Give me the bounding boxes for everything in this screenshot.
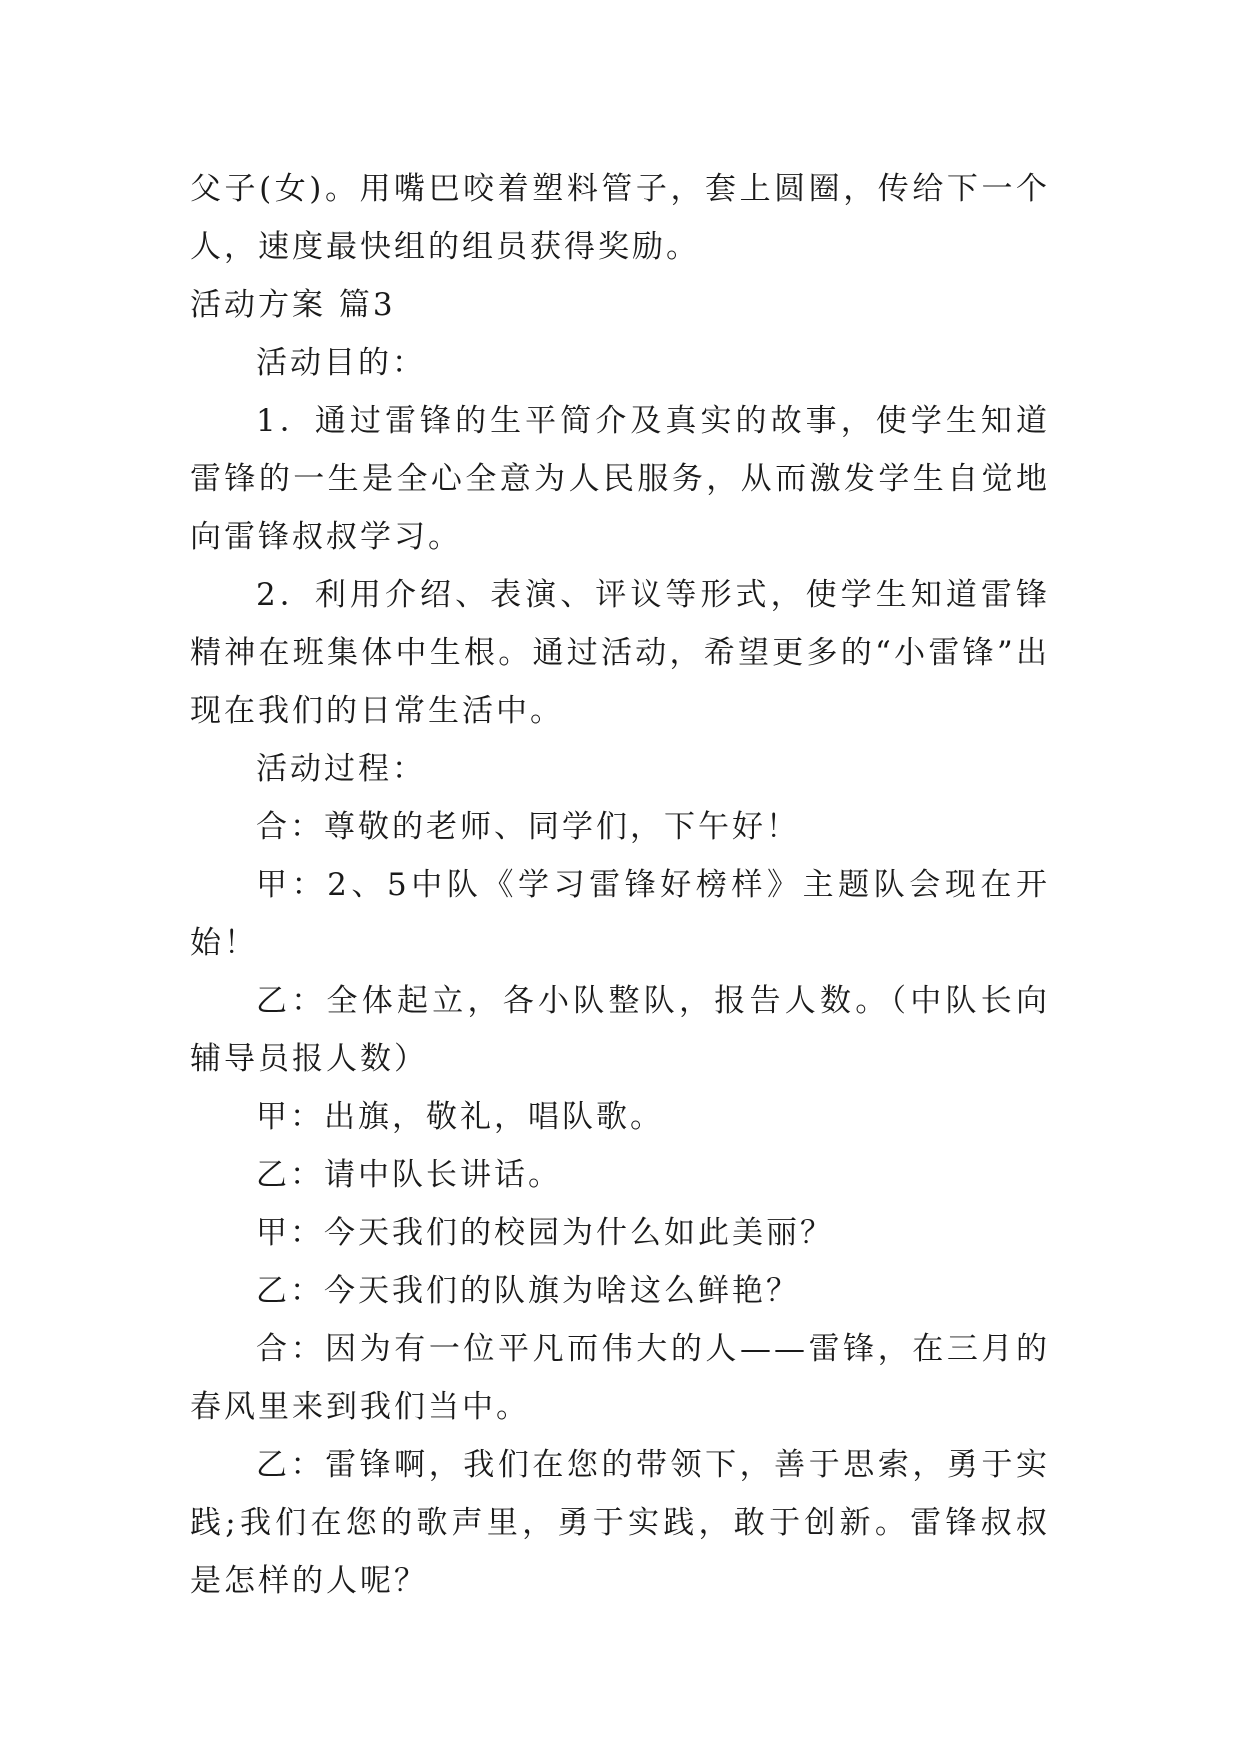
- dialogue-line: 甲：出旗，敬礼，唱队歌。: [256, 1099, 664, 1135]
- dialogue-line: 甲：2、5中队《学习雷锋好榜样》主题队会现在开始！: [190, 867, 1050, 961]
- paragraph-purpose-2: 2．利用介绍、表演、评议等形式，使学生知道雷锋精神在班集体中生根。通过活动，希望更多的“小雷锋”出现在我们的日常生活中。: [190, 577, 1050, 729]
- dialogue-line: 乙：雷锋啊，我们在您的带领下，善于思索，勇于实践;我们在您的歌声里，勇于实践，敢于创新。雷锋叔叔是怎样的人呢？: [190, 1447, 1050, 1599]
- paragraph-game-rules: 父子(女)。用嘴巴咬着塑料管子，套上圆圈，传给下一个人，速度最快组的组员获得奖励。: [190, 171, 1050, 265]
- dialogue-line: 合：因为有一位平凡而伟大的人——雷锋，在三月的春风里来到我们当中。: [190, 1331, 1050, 1425]
- dialogue-line: 乙：请中队长讲话。: [256, 1157, 562, 1193]
- dialogue-line: 甲：今天我们的校园为什么如此美丽？: [256, 1215, 834, 1251]
- dialogue-line: 合：尊敬的老师、同学们，下午好！: [256, 809, 800, 845]
- paragraph-process-label: 活动过程：: [256, 751, 426, 787]
- section-heading: 活动方案 篇3: [190, 287, 396, 323]
- dialogue-line: 乙：今天我们的队旗为啥这么鲜艳？: [256, 1273, 800, 1309]
- paragraph-purpose-label: 活动目的：: [256, 345, 426, 381]
- dialogue-line: 乙：全体起立，各小队整队，报告人数。（中队长向辅导员报人数）: [190, 983, 1050, 1077]
- document-body: [190, 160, 1050, 1610]
- paragraph-purpose-1: 1．通过雷锋的生平简介及真实的故事，使学生知道雷锋的一生是全心全意为人民服务，从而激发学生自觉地向雷锋叔叔学习。: [190, 403, 1050, 555]
